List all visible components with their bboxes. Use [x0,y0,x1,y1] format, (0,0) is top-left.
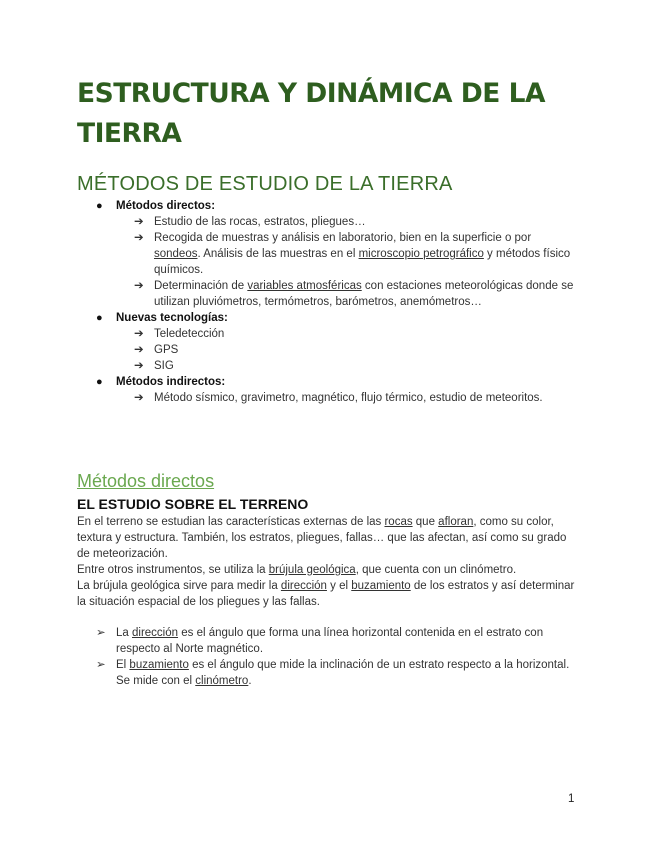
arrowhead-icon: ➢ [96,627,106,639]
list-item-indirectos: ● Métodos indirectos: [96,376,226,388]
terreno-bullets [96,625,576,689]
arrowhead-icon: ➢ [96,659,106,671]
link-sondeos[interactable]: sondeos [154,248,198,260]
list-subitem: ➔ Estudio de las rocas, estratos, pliegues… [134,216,366,228]
list-subitem: ➔ Determinación de variables atmosféricas con estaciones meteorológicas donde se utilizan pluviómetros, termómetros, barómetros, anemómetros… [134,280,574,308]
terreno-body [77,514,582,610]
bullet-icon: ● [96,312,103,324]
page-number: 1 [568,793,575,805]
list-subitem: ➔ Teledetección [134,328,225,340]
arrow-right-icon: ➔ [134,360,144,372]
arrow-right-icon: ➔ [134,392,144,404]
paragraph: Entre otros instrumentos, se utiliza la brújula geológica, que cuenta con un clinómetro. [77,564,517,576]
list-item-nuevas: ● Nuevas tecnologías: [96,312,228,324]
link-rocas[interactable]: rocas [384,516,413,528]
link-clinometro[interactable]: clinómetro [195,675,249,687]
list-subitem: ➔ GPS [134,344,179,356]
terreno-heading: EL ESTUDIO SOBRE EL TERRENO [77,496,309,512]
link-buzamiento-2[interactable]: buzamiento [129,659,189,671]
arrow-right-icon: ➔ [134,328,144,340]
list-subitem: ➔ Recogida de muestras y análisis en laboratorio, bien en la superficie o por sondeos. Análisis de las muestras en el microscopio petrográfico y métodos físico químicos. [134,232,571,276]
link-direccion-2[interactable]: dirección [132,627,179,639]
link-microscopio[interactable]: microscopio petrográfico [358,248,484,260]
paragraph: En el terreno se estudian las características externas de las rocas que afloran, como su color, textura y estructura. También, los estratos, pliegues, fallas… que las afectan, así como su grado de meteorización. [77,516,567,560]
list-item: ➢ El buzamiento es el ángulo que mide la inclinación de un estrato respecto a la horizontal. Se mide con el clinómetro. [96,659,570,687]
bullet-icon: ● [96,200,103,212]
list-item: ➢ La dirección es el ángulo que forma una línea horizontal contenida en el estrato con respecto al Norte magnético. [96,627,544,655]
link-brujula[interactable]: brújula geológica [268,564,356,576]
arrow-right-icon: ➔ [134,216,144,228]
methods-list [0,198,655,406]
arrow-right-icon: ➔ [134,280,144,292]
link-variables[interactable]: variables atmosféricas [247,280,362,292]
list-subitem: ➔ Método sísmico, gravimetro, magnético, flujo térmico, estudio de meteoritos. [134,392,543,404]
arrow-right-icon: ➔ [134,232,144,244]
link-afloran[interactable]: afloran [438,516,474,528]
link-buzamiento[interactable]: buzamiento [351,580,411,592]
subsection-heading: Métodos directos [77,471,215,491]
arrow-right-icon: ➔ [134,344,144,356]
bullet-icon: ● [96,376,103,388]
section-heading: MÉTODOS DE ESTUDIO DE LA TIERRA [77,173,453,195]
paragraph: La brújula geológica sirve para medir la dirección y el buzamiento de los estratos y así determinar la situación espacial de los pliegues y las fallas. [77,580,575,608]
list-item-directos: ● Métodos directos: [96,200,216,212]
list-subitem: ➔ SIG [134,360,174,372]
document-title: ESTRUCTURA Y DINÁMICA DE LA TIERRA [77,78,545,149]
link-direccion[interactable]: dirección [280,580,327,592]
